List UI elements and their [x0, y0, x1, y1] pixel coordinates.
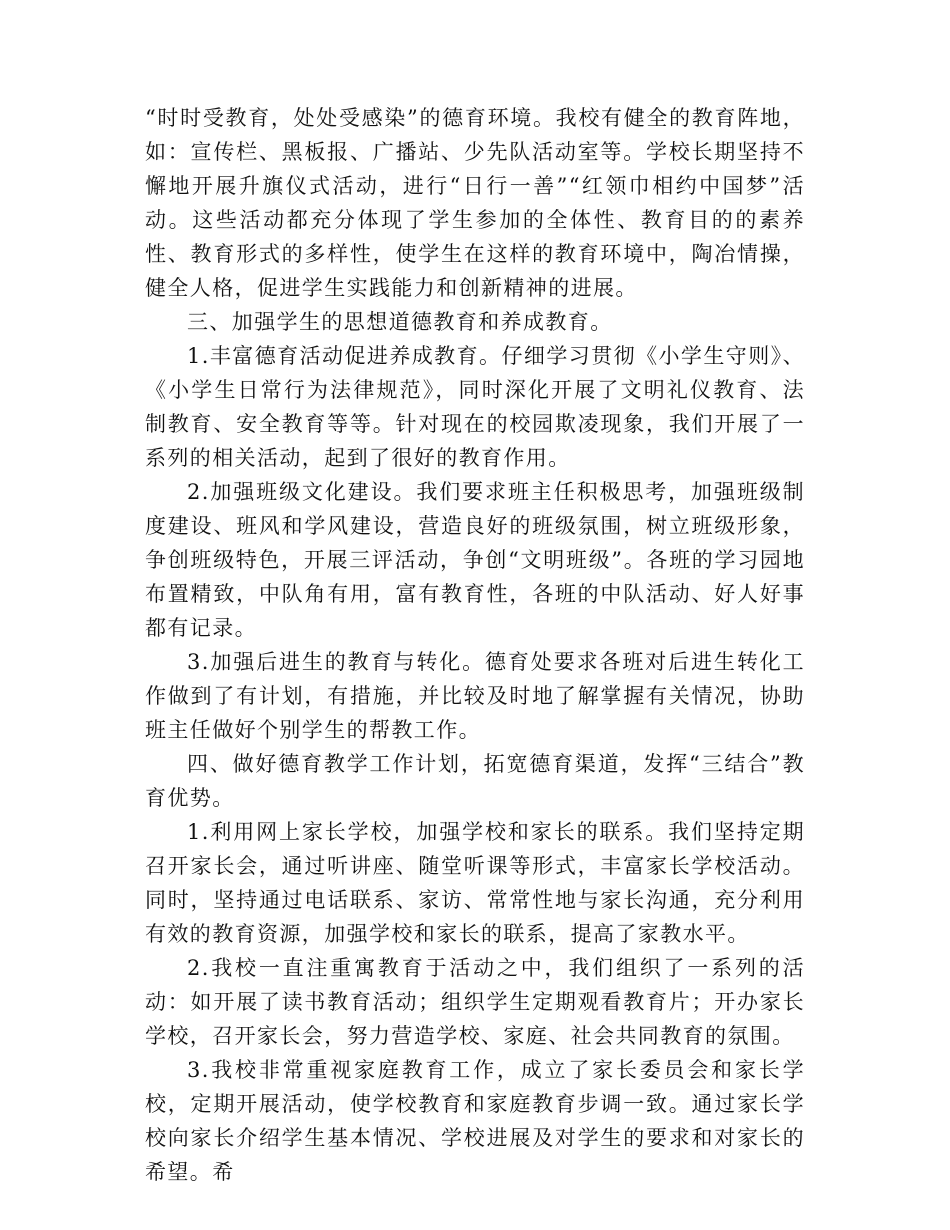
paragraph-item-3-3: 3.加强后进生的教育与转化。德育处要求各班对后进生转化工作做到了有计划，有措施，并比较及时地了解掌握有关情况，协助班主任做好个别学生的帮教工作。 — [145, 650, 805, 742]
paragraph-item-4-2: 2.我校一直注重寓教育于活动之中，我们组织了一系列的活动：如开展了读书教育活动；组织学生定期观看教育片；开办家长学校，召开家长会，努力营造学校、家庭、社会共同教育的氛围。 — [145, 956, 805, 1048]
section-heading-3: 三、加强学生的思想道德教育和养成教育。 — [187, 310, 613, 334]
paragraph-item-4-3: 3.我校非常重视家庭教育工作，成立了家长委员会和家长学校，定期开展活动，使学校教育和家庭教育步调一致。通过家长学校向家长介绍学生基本情况、学校进展及对学生的要求和对家长的希望。希 — [145, 1058, 805, 1184]
section-heading-4: 四、做好德育教学工作计划，拓宽德育渠道，发挥“三结合”教育优势。 — [145, 752, 805, 810]
paragraph-item-4-1: 1.利用网上家长学校，加强学校和家长的联系。我们坚持定期召开家长会，通过听讲座、随堂听课等形式，丰富家长学校活动。同时，坚持通过电话联系、家访、常常性地与家长沟通，充分利用有效的教育资源，加强学校和家长的联系，提高了家教水平。 — [145, 820, 805, 946]
paragraph-item-3-2: 2.加强班级文化建设。我们要求班主任积极思考，加强班级制度建设、班风和学风建设，营造良好的班级氛围，树立班级形象，争创班级特色，开展三评活动，争创“文明班级”。各班的学习园地布置精致，中队角有用，富有教育性，各班的中队活动、好人好事都有记录。 — [145, 480, 805, 640]
paragraph-moral-environment: “时时受教育，处处受感染”的德育环境。我校有健全的教育阵地，如：宣传栏、黑板报、广播站、少先队活动室等。学校长期坚持不懈地开展升旗仪式活动，进行“日行一善”“红领巾相约中国梦”活动。这些活动都充分体现了学生参加的全体性、教育目的的素养性、教育形式的多样性，使学生在这样的教育环境中，陶冶情操，健全人格，促进学生实践能力和创新精神的进展。 — [145, 106, 805, 300]
document-body — [145, 101, 805, 1189]
paragraph-item-3-1: 1.丰富德育活动促进养成教育。仔细学习贯彻《小学生守则》、《小学生日常行为法律规范》，同时深化开展了文明礼仪教育、法制教育、安全教育等等。针对现在的校园欺凌现象，我们开展了一系列的相关活动，起到了很好的教育作用。 — [145, 344, 805, 470]
